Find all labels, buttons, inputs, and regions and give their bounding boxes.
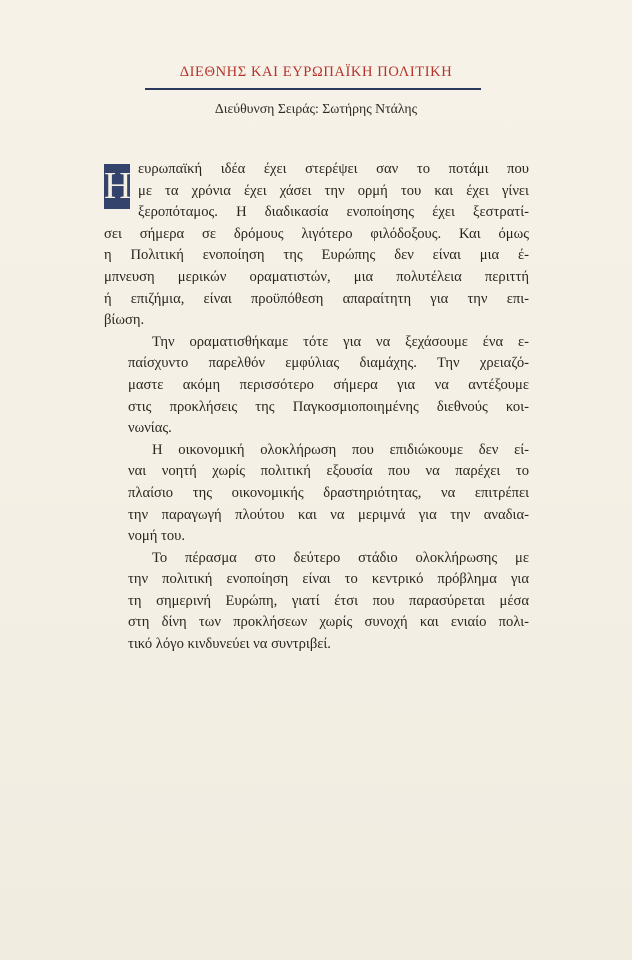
text-line: νομή του. [128, 528, 186, 545]
text-line: Την οραματισθήκαμε τότε για να ξεχάσουμε ένα ε- [152, 333, 529, 350]
text-line: πλαίσιο της οικονομικής δραστηριότητας, να επιτρέπει [128, 484, 529, 501]
drop-cap: Η [104, 165, 132, 207]
paragraph-4 [104, 548, 529, 656]
text-line: Το πέρασμα στο δεύτερο στάδιο ολοκλήρωσης με [152, 549, 529, 566]
text-line: στη δίνη των προκλήσεων χωρίς συνοχή και ενιαίο πολι- [128, 614, 529, 631]
paragraph-3 [104, 440, 529, 548]
text-line: την πολιτική ενοποίηση είναι το κεντρικό πρόβλημα για [128, 571, 529, 588]
text-line: ευρωπαϊκή ιδέα έχει στερέψει σαν το ποτάμι που [138, 161, 529, 177]
text-line: παίσχυντο παρελθόν εμφύλιας διαμάχης. Την χρειαζό- [128, 355, 529, 372]
text-line: ή επιζήμια, είναι προϋπόθεση απαραίτητη για την επι- [104, 290, 529, 307]
text-line: μπνευση μερικών οραματιστών, μια πολυτέλεια περιττή [104, 268, 529, 285]
text-line: νωνίας. [128, 420, 172, 437]
header-rule [145, 88, 481, 90]
body-text [104, 159, 529, 656]
text-line: βίωση. [104, 312, 145, 329]
text-line: Η οικονομική ολοκλήρωση που επιδιώκουμε δεν εί- [152, 441, 529, 458]
series-director: Διεύθυνση Σειράς: Σωτήρης Ντάλης [214, 101, 418, 116]
text-line: η Πολιτική ενοποίηση της Ευρώπης δεν είναι μια έ- [104, 247, 529, 264]
paragraph-2 [104, 332, 529, 440]
text-line: μαστε ακόμη περισσότερο σήμερα για να αντέξουμε [128, 376, 529, 393]
text-line: την παραγωγή πλούτου και να μεριμνά για την αναδια- [128, 506, 529, 523]
text-line: τη σημερινή Ευρώπη, γιατί έτσι που παρασύρεται μέσα [128, 592, 529, 609]
text-line: τικό λόγο κινδυνεύει να συντριβεί. [128, 636, 331, 653]
text-line: σει σήμερα σε δρόμους λιγότερο φιλόδοξους. Και όμως [104, 225, 529, 242]
text-line: με τα χρόνια έχει χάσει την ορμή του και έχει γίνει [138, 182, 529, 199]
series-title: ΔΙΕΘΝΗΣ ΚΑΙ ΕΥΡΩΠΑΪΚΗ ΠΟΛΙΤΙΚΗ [179, 64, 453, 80]
text-line: στις προκλήσεις της Παγκοσμιοποιημένης διεθνούς κοι- [128, 398, 529, 415]
text-line: ναι νοητή χωρίς πολιτική εξουσία που να παρέχει το [128, 463, 529, 480]
paragraph-1 [104, 159, 529, 332]
text-line: ξεροπόταμος. Η διαδικασία ενοποίησης έχει ξεστρατί- [138, 204, 529, 221]
